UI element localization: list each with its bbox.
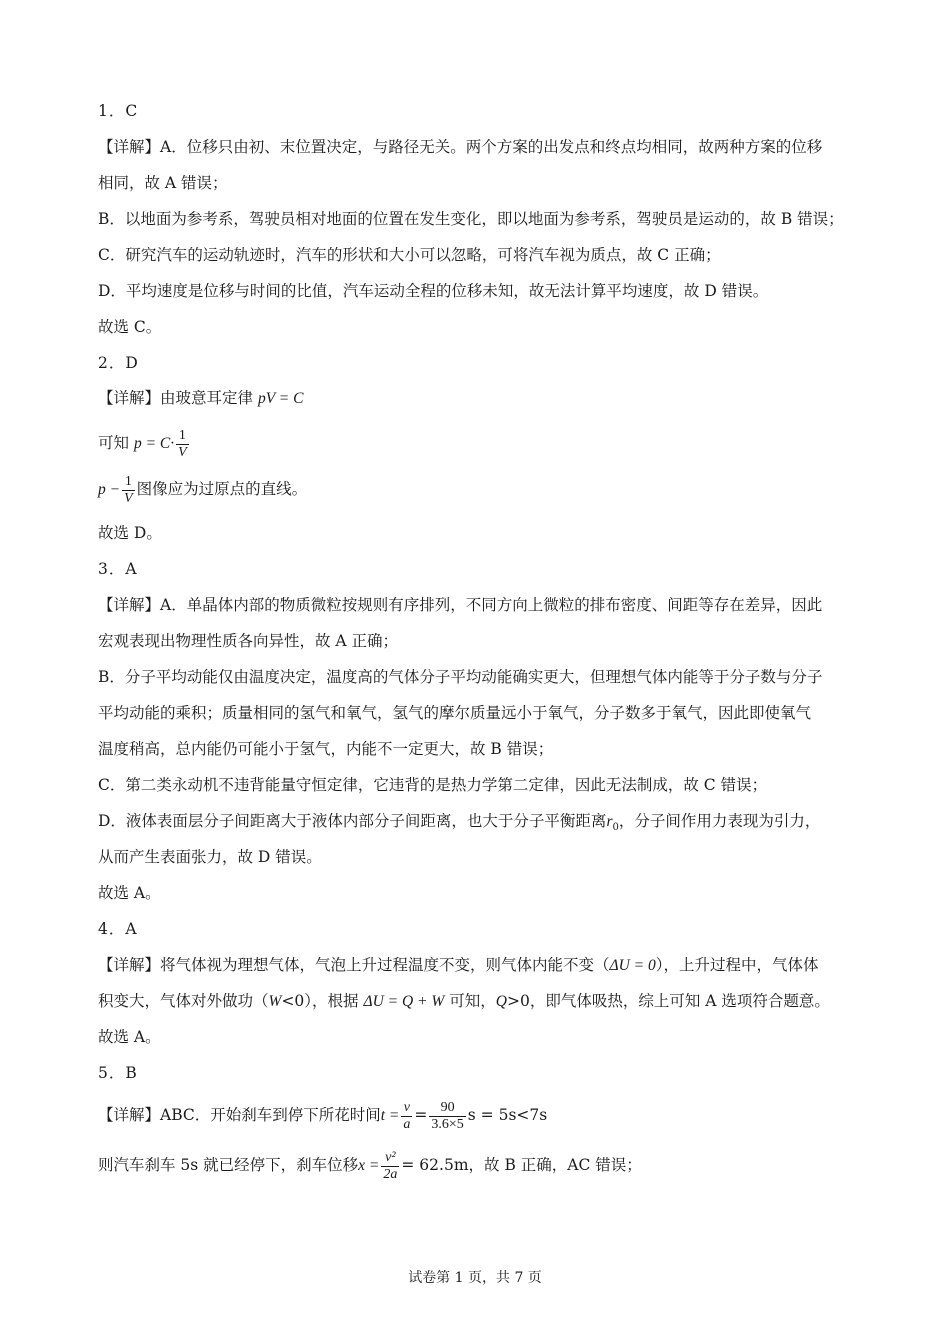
equals-sign: = <box>414 1106 428 1124</box>
q2-text: 可知 <box>98 434 130 452</box>
q3-conclusion: 故选 A。 <box>98 884 161 902</box>
q3-text: D．液体表面层分子间距离大于液体内部分子间距离，也大于分子平衡距离 <box>98 812 607 830</box>
page-footer: 试卷第 1 页，共 7 页 <box>408 1270 542 1286</box>
subscript: 0 <box>612 822 619 834</box>
formula-lhs: p − <box>98 481 121 498</box>
fraction-numerator: 1 <box>176 428 189 445</box>
formula-lhs: x = <box>358 1157 380 1174</box>
fraction-denominator: 2a <box>383 1166 398 1182</box>
q1-detail-line: 【详解】A．位移只由初、末位置决定，与路径无关。两个方案的出发点和终点均相同，故两种方案的位移 <box>98 138 823 156</box>
q2-text: 图像应为过原点的直线。 <box>136 480 308 498</box>
formula-rhs: = 62.5m <box>401 1156 469 1174</box>
formula-rhs: s = 5s<7s <box>467 1106 548 1124</box>
boyle-law-formula: pV = C <box>257 390 304 407</box>
q3-option-d: 从而产生表面张力，故 D 错误。 <box>98 848 322 866</box>
fraction-denominator: V <box>178 444 187 460</box>
q4-text: 积变大，气体对外做功（ <box>98 992 269 1010</box>
q5-detail-line <box>98 1146 862 1185</box>
q1-option-b: B．以地面为参考系，驾驶员相对地面的位置在发生变化，即以地面为参考系，驾驶员是运动的，故 B 错误； <box>98 210 844 228</box>
q2-answer: 2．D <box>98 354 139 372</box>
q4-conclusion: 故选 A。 <box>98 1028 161 1046</box>
q5-answer: 5．B <box>98 1064 138 1082</box>
fraction-denominator: 3.6×5 <box>431 1116 464 1132</box>
q1-option-d: D．平均速度是位移与时间的比值，汽车运动全程的位移未知，故无法计算平均速度，故 D 错误。 <box>98 282 769 300</box>
q2-graph-line <box>98 472 862 507</box>
fraction-numerator: 90 <box>429 1100 465 1117</box>
q4-text: >0，即气体吸热，综上可知 A 选项符合题意。 <box>506 992 830 1010</box>
q3-option-b: 平均动能的乘积；质量相同的氢气和氧气，氢气的摩尔质量远小于氧气，分子数多于氧气，因此即使氧气 <box>98 704 812 722</box>
q1-conclusion: 故选 C。 <box>98 318 162 336</box>
q1-detail-line: 相同，故 A 错误； <box>98 174 228 192</box>
internal-energy-formula: ΔU = 0 <box>609 957 656 974</box>
q3-option-d <box>98 810 862 839</box>
q3-option-b: 温度稍高，总内能仍可能小于氢气，内能不一定更大，故 B 错误； <box>98 740 554 758</box>
q4-detail-line <box>98 990 862 1013</box>
formula-lhs: t = <box>380 1107 400 1124</box>
q4-text: 【详解】将气体视为理想气体，气泡上升过程温度不变，则气体内能不变（ <box>98 956 610 974</box>
fraction <box>429 1100 465 1133</box>
q2-derivation-line <box>98 426 862 461</box>
q3-option-c: C．第二类永动机不违背能量守恒定律，它违背的是热力学第二定律，因此无法制成，故 C 错误； <box>98 776 768 794</box>
q5-detail-line <box>98 1096 862 1135</box>
q3-answer: 3．A <box>98 560 138 578</box>
work-symbol: W <box>268 993 282 1010</box>
q2-conclusion: 故选 D。 <box>98 524 162 542</box>
fraction <box>381 1150 399 1183</box>
fraction <box>176 428 189 461</box>
q5-text: ，故 B 正确，AC 错误； <box>468 1156 642 1174</box>
q4-answer: 4．A <box>98 920 138 938</box>
fraction-denominator: a <box>403 1116 411 1132</box>
fraction-numerator: 1 <box>122 474 135 491</box>
q3-detail-line: 【详解】A．单晶体内部的物质微粒按规则有序排列，不同方向上微粒的排布密度、间距等存在差异，因此 <box>98 596 823 614</box>
q4-text: <0），根据 <box>281 992 359 1010</box>
equilibrium-distance-symbol: r <box>606 813 613 830</box>
fraction-denominator: V <box>124 490 133 506</box>
fraction-numerator: v <box>401 1100 412 1117</box>
q4-detail-line <box>98 954 862 977</box>
q3-detail-line: 宏观表现出物理性质各向异性，故 A 正确； <box>98 632 399 650</box>
fraction <box>401 1100 412 1133</box>
q4-text: 可知， <box>449 992 496 1010</box>
first-law-formula: ΔU = Q + W <box>363 993 445 1010</box>
q2-text: 【详解】由玻意耳定律 <box>98 389 254 407</box>
formula-lhs: p = C· <box>133 435 175 452</box>
fraction <box>122 474 135 507</box>
fraction-numerator: v² <box>381 1150 399 1167</box>
q3-option-b: B．分子平均动能仅由温度决定，温度高的气体分子平均动能确实更大，但理想气体内能等于分子数与分子 <box>98 668 823 686</box>
q5-text: 则汽车刹车 5s 就已经停下，刹车位移 <box>98 1156 359 1174</box>
q1-option-c: C．研究汽车的运动轨迹时，汽车的形状和大小可以忽略，可将汽车视为质点，故 C 正确； <box>98 246 721 264</box>
q5-text: 【详解】ABC．开始刹车到停下所花时间 <box>98 1106 381 1124</box>
q1-answer: 1．C <box>98 102 139 120</box>
q4-text: ），上升过程中，气体体 <box>655 956 819 974</box>
heat-symbol: Q <box>495 993 507 1010</box>
q2-detail-line <box>98 387 862 410</box>
q3-text: ，分子间作用力表现为引力， <box>618 812 821 830</box>
